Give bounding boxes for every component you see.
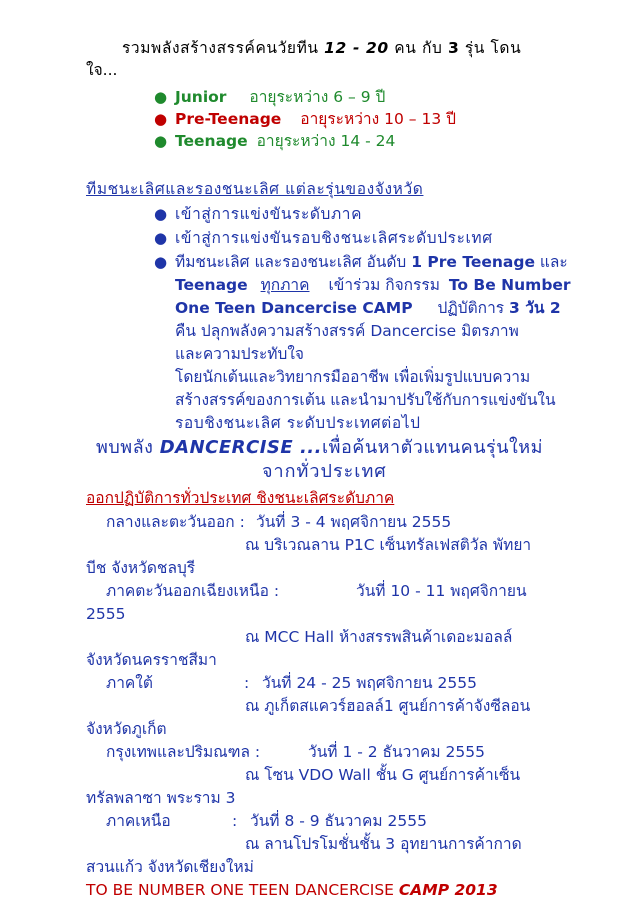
region-venue-cont: จังหวัดภูเก็ต xyxy=(86,720,167,738)
age-group-range: อายุระหว่าง 14 - 24 xyxy=(256,132,396,150)
region-venue: ณ บริเวณลาน P1C เซ็นทรัลเฟสติวัล พัทยา xyxy=(245,536,532,554)
region-date: วันที่ 3 - 4 พฤศจิกายน 2555 xyxy=(256,513,452,531)
region-date: วันที่ 10 - 11 พฤศจิกายน xyxy=(356,582,527,600)
camp-name: One Teen Dancercise CAMP xyxy=(175,299,413,317)
age-group-name: Junior xyxy=(175,88,227,106)
age-group-name: Pre-Teenage xyxy=(175,110,282,128)
region-venue: ณ MCC Hall ห้างสรรพสินค้าเดอะมอลล์ xyxy=(245,628,513,646)
intro-generation-count: 3 xyxy=(447,39,460,57)
intro-line-2: ใจ... xyxy=(86,61,118,79)
region-northeast: ภาคตะวันออกเฉียงเหนือ : xyxy=(106,582,280,600)
headline-line-2: จากทั่วประเทศ xyxy=(262,461,387,482)
camp-line-5: และความประทับใจ xyxy=(175,345,305,363)
region-north: ภาคเหนือ xyxy=(106,812,171,830)
headline xyxy=(96,436,543,460)
region-colon: : xyxy=(244,674,250,692)
headline-dancercise: DANCERCISE ... xyxy=(159,437,322,458)
winners-heading: ทีมชนะเลิศและรองชนะเลิศ แต่ละรุ่นของจังหวัด xyxy=(86,180,424,198)
footer-text: TO BE NUMBER ONE TEEN DANCERCISE xyxy=(86,881,394,899)
region-date: วันที่ 8 - 9 ธันวาคม 2555 xyxy=(250,812,427,830)
age-group-name: Teenage xyxy=(175,132,248,150)
camp-line-7: สร้างสรรค์ของการเต้น และนำมาปรับใช้กับการแข่งขันใน xyxy=(175,391,556,409)
camp-line-3 xyxy=(175,298,561,318)
camp-rank: 1 Pre Teenage xyxy=(411,253,535,271)
camp-line-6: โดยนักเต้นและวิทยากรมืออาชีพ เพื่อเพิ่มรูปแบบความ xyxy=(175,368,531,386)
region-colon: : xyxy=(232,812,238,830)
region-date: วันที่ 24 - 25 พฤศจิกายน 2555 xyxy=(262,674,477,692)
region-venue-cont: ทรัลพลาซา พระราม 3 xyxy=(86,789,236,807)
footer-line xyxy=(86,880,498,900)
camp-line-8: รอบชิงชนะเลิศ ระดับประเทศต่อไป xyxy=(175,414,421,432)
camp-join-text: เข้าร่วม กิจกรรม xyxy=(328,276,440,294)
region-venue-cont: บีช จังหวัดชลบุรี xyxy=(86,559,196,577)
camp-text: ทีมชนะเลิศ และรองชนะเลิศ อันดับ xyxy=(175,253,407,271)
camp-duration: 3 วัน 2 xyxy=(509,299,561,317)
camp-operation: ปฏิบัติการ xyxy=(437,299,505,317)
region-venue: ณ ภูเก็ตสแควร์ฮอลล์1 ศูนย์การค้าจังซีลอน xyxy=(245,697,531,715)
region-central-east: กลางและตะวันออก : xyxy=(106,513,245,531)
intro-text-3: รุ่น โดน xyxy=(464,39,522,57)
camp-teenage: Teenage xyxy=(175,276,248,294)
camp-line-4: คืน ปลุกพลังความสร้างสรรค์ Dancercise มิตรภาพ xyxy=(175,322,519,340)
age-group-range: อายุระหว่าง 10 – 13 ปี xyxy=(300,110,456,128)
age-group-junior xyxy=(175,87,385,107)
intro-age-range: 12 - 20 xyxy=(324,39,389,57)
bullet-icon: ● xyxy=(154,229,168,247)
region-south: ภาคใต้ xyxy=(106,674,153,692)
bullet-icon: ● xyxy=(154,110,168,128)
intro-text-2: คน กับ xyxy=(394,39,443,57)
camp-text-2: และ xyxy=(539,253,568,271)
bullet-icon: ● xyxy=(154,205,168,223)
bullet-icon: ● xyxy=(154,132,168,150)
schedule-heading: ออกปฏิบัติการทั่วประเทศ ชิงชนะเลิศระดับภาค xyxy=(86,489,395,507)
region-venue: ณ ลานโปรโมชั่นชั้น 3 อุทยานการค้ากาด xyxy=(245,835,522,853)
bullet-icon: ● xyxy=(154,253,168,271)
camp-all-regions: ทุกภาค xyxy=(260,276,310,294)
winners-item-national: เข้าสู่การแข่งขันรอบชิงชนะเลิศระดับประเทศ xyxy=(175,229,493,247)
age-group-teenage xyxy=(175,131,395,151)
headline-text: พบพลัง xyxy=(96,437,154,458)
bullet-icon: ● xyxy=(154,88,168,106)
region-venue-cont: สวนแก้ว จังหวัดเชียงใหม่ xyxy=(86,858,254,876)
camp-name-part: To Be Number xyxy=(448,276,571,294)
intro-text: รวมพลังสร้างสรรค์คนวัยทีน xyxy=(122,39,319,57)
age-group-pre-teenage xyxy=(175,109,456,129)
winners-item-regional: เข้าสู่การแข่งขันระดับภาค xyxy=(175,205,363,223)
headline-text-2: เพื่อค้นหาตัวแทนคนรุ่นใหม่ xyxy=(321,437,544,458)
intro-line xyxy=(122,38,521,58)
winners-item-camp xyxy=(175,252,568,272)
camp-line-2 xyxy=(175,275,571,295)
age-group-range: อายุระหว่าง 6 – 9 ปี xyxy=(249,88,386,106)
region-date: วันที่ 1 - 2 ธันวาคม 2555 xyxy=(308,743,485,761)
footer-camp: CAMP 2013 xyxy=(398,881,498,899)
region-bangkok: กรุงเทพและปริมณฑล : xyxy=(106,743,261,761)
region-venue: ณ โซน VDO Wall ชั้น G ศูนย์การค้าเซ็น xyxy=(245,766,521,784)
region-venue-cont: จังหวัดนครราชสีมา xyxy=(86,651,217,669)
region-date-cont: 2555 xyxy=(86,605,126,623)
